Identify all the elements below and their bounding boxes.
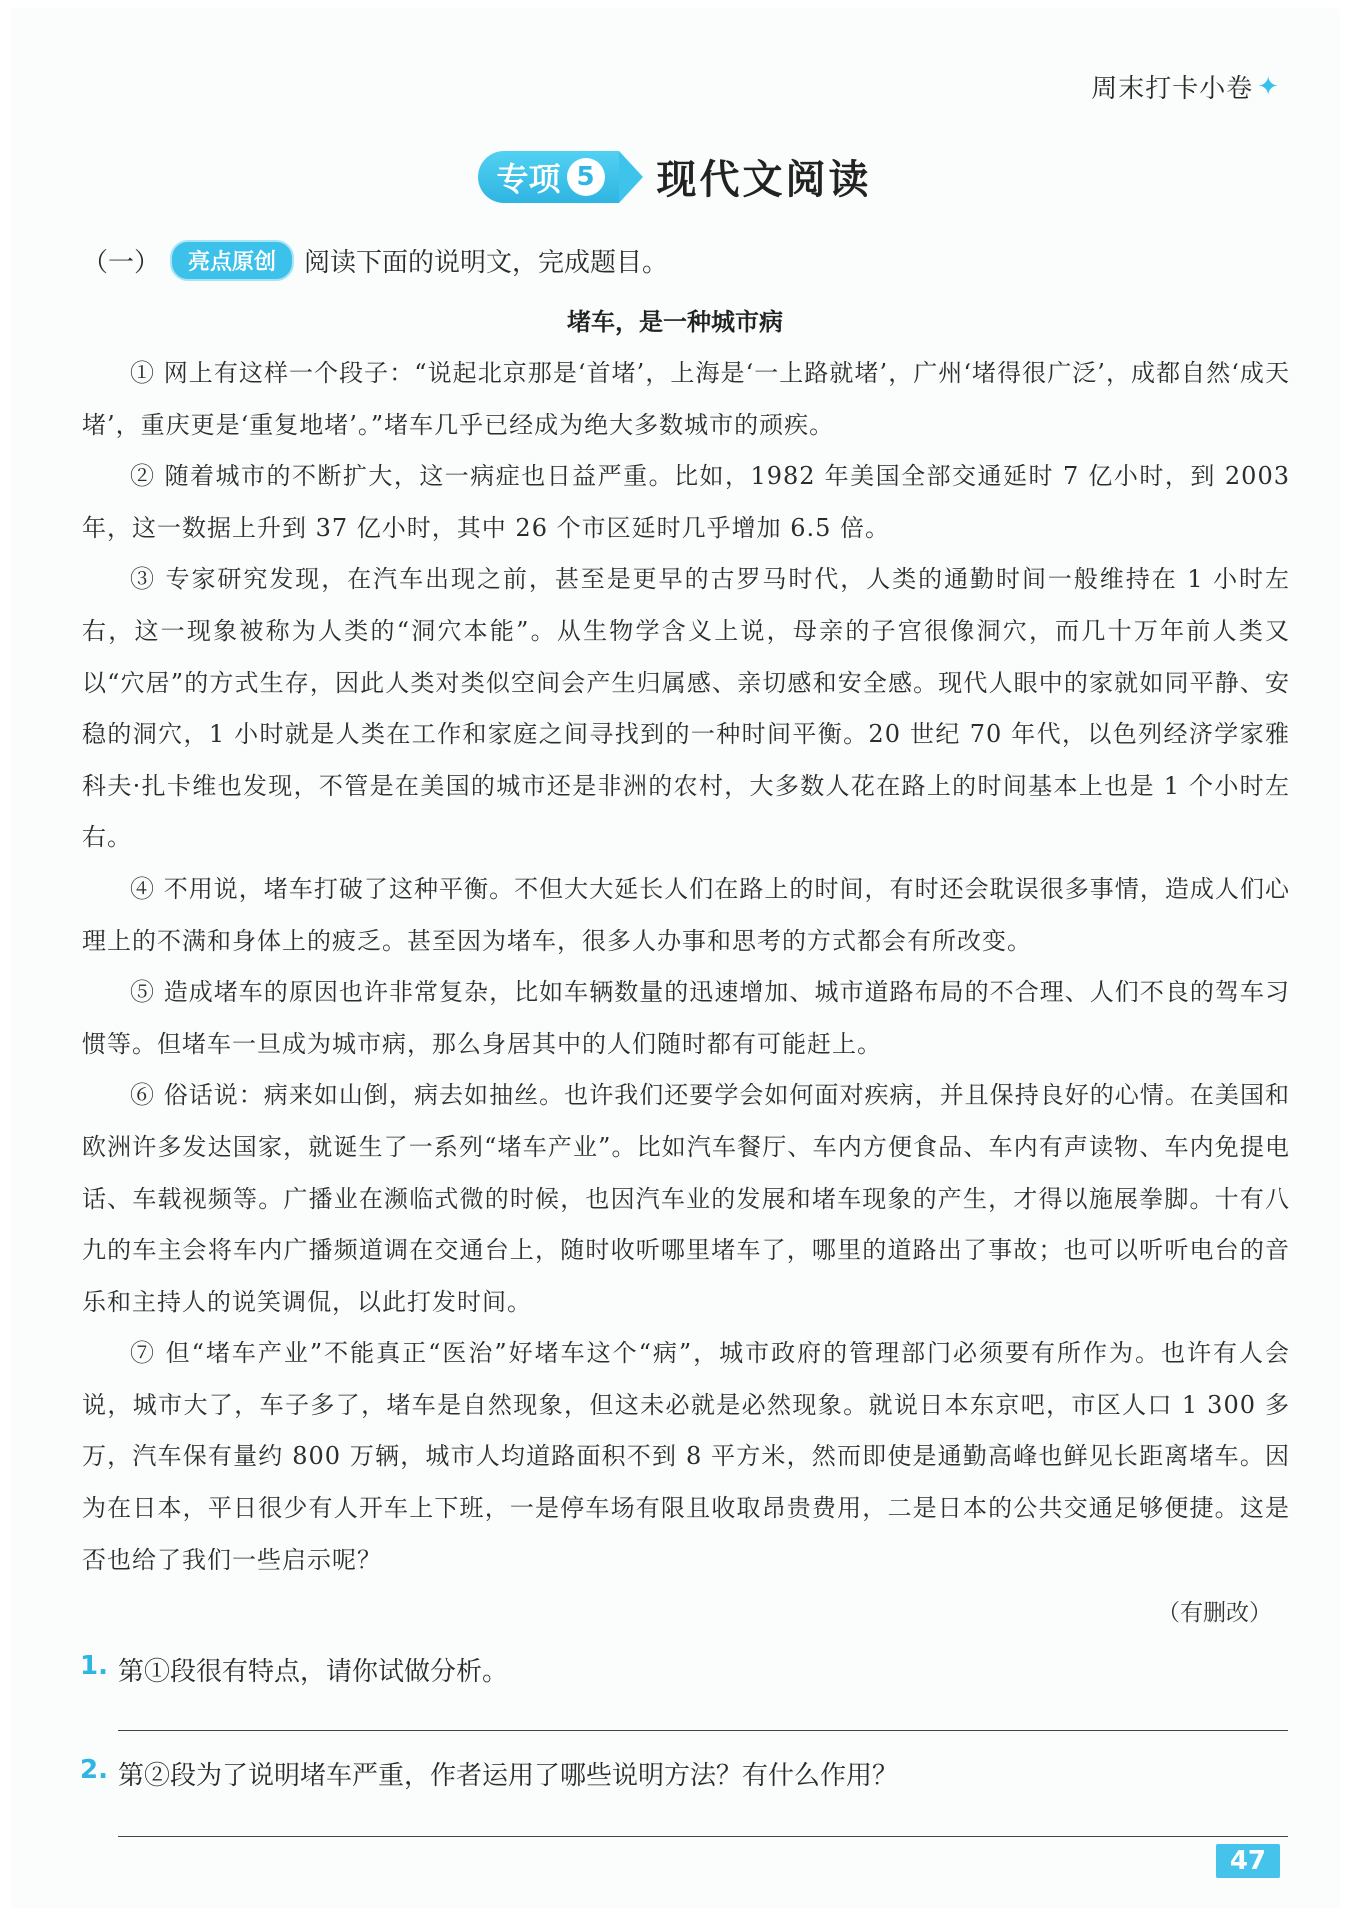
answer-line-1[interactable]: [118, 1730, 1288, 1731]
question-2-text: 第②段为了说明堵车严重，作者运用了哪些说明方法？有什么作用？: [117, 1761, 898, 1791]
unit-title-row: [10, 148, 1340, 205]
page-title: 现代文阅读: [656, 157, 872, 203]
paragraph-3: ③ 专家研究发现，在汽车出现之前，甚至是更早的古罗马时代，人类的通勤时间一般维持在 1 小时左右，这一现象被称为人类的“洞穴本能”。从生物学含义上说，母亲的子宫很像洞穴，而几十万年前人类又以“穴居”的方式生存，因此人类对类似空间会产生归属感、亲切感和安全感。现代人眼中的家就如同平静、安稳的洞穴，1 小时就是人类在工作和家庭之间寻找到的一种时间平衡。20 世纪 70 年代，以色列经济学家雅科夫·扎卡维也发现，不管是在美国的城市还是非洲的农村，大多数人花在路上的时间基本上也是 1 个小时左右。: [82, 565, 1290, 852]
paragraph-7: ⑦ 但“堵车产业”不能真正“医治”好堵车这个“病”，城市政府的管理部门必须要有所作为。也许有人会说，城市大了，车子多了，堵车是自然现象，但这未必就是必然现象。就说日本东京吧，市区人口 1 300 多万，汽车保有量约 800 万辆，城市人均道路面积不到 8 平方米，然而即使是通勤高峰也鲜见长距离堵车。因为在日本，平日很少有人开车上下班，一是停车场有限且收取昂贵费用，二是日本的公共交通足够便捷。这是否也给了我们一些启示呢？: [82, 1339, 1290, 1574]
paragraph-5: ⑤ 造成堵车的原因也许非常复杂，比如车辆数量的迅速增加、城市道路布局的不合理、人们不良的驾车习惯等。但堵车一旦成为城市病，那么身居其中的人们随时都有可能赶上。: [82, 978, 1290, 1058]
question-2-number: 2.: [80, 1755, 108, 1785]
worksheet-page: [10, 8, 1340, 1908]
header-tag: [1091, 68, 1280, 105]
section-heading: [82, 240, 668, 281]
question-1: [80, 1651, 508, 1688]
header-tag-text: 周末打卡小卷: [1091, 74, 1254, 104]
unit-number: 5: [567, 158, 605, 196]
section-index: （一）: [82, 248, 161, 278]
source-note: （有删改）: [1157, 1600, 1272, 1626]
unit-pill: [478, 151, 618, 203]
answer-line-2[interactable]: [118, 1836, 1288, 1837]
section-instruction: 阅读下面的说明文，完成题目。: [304, 248, 669, 278]
passage-body: [82, 348, 1290, 1586]
passage-title: 堵车，是一种城市病: [567, 308, 783, 336]
paragraph-6: ⑥ 俗话说：病来如山倒，病去如抽丝。也许我们还要学会如何面对疾病，并且保持良好的心情。在美国和欧洲许多发达国家，就诞生了一系列“堵车产业”。比如汽车餐厅、车内方便食品、车内有声读物、车内免提电话、车载视频等。广播业在濒临式微的时候，也因汽车业的发展和堵车现象的产生，才得以施展拳脚。十有八九的车主会将车内广播频道调在交通台上，随时收听哪里堵车了，哪里的道路出了事故；也可以听听电台的音乐和主持人的说笑调侃，以此打发时间。: [82, 1081, 1290, 1316]
paragraph-1: ① 网上有这样一个段子：“说起北京那是‘首堵’，上海是‘一上路就堵’，广州‘堵得很广泛’，成都自然‘成天堵’，重庆更是‘重复地堵’。”堵车几乎已经成为绝大多数城市的顽疾。: [82, 359, 1290, 439]
paragraph-2: ② 随着城市的不断扩大，这一病症也日益严重。比如，1982 年美国全部交通延时 7 亿小时，到 2003 年，这一数据上升到 37 亿小时，其中 26 个市区延时几乎增加 6.5 倍。: [82, 462, 1290, 542]
unit-label: 专项: [496, 159, 561, 198]
paragraph-4: ④ 不用说，堵车打破了这种平衡。不但大大延长人们在路上的时间，有时还会耽误很多事情，造成人们心理上的不满和身体上的疲乏。甚至因为堵车，很多人办事和思考的方式都会有所改变。: [82, 874, 1290, 955]
question-1-number: 1.: [80, 1651, 108, 1681]
page-number: 47: [1216, 1844, 1280, 1878]
sparkle-icon: ✦: [1257, 71, 1280, 102]
question-1-text: 第①段很有特点，请你试做分析。: [117, 1657, 508, 1687]
question-2: [80, 1755, 898, 1792]
original-badge: 亮点原创: [170, 240, 294, 281]
